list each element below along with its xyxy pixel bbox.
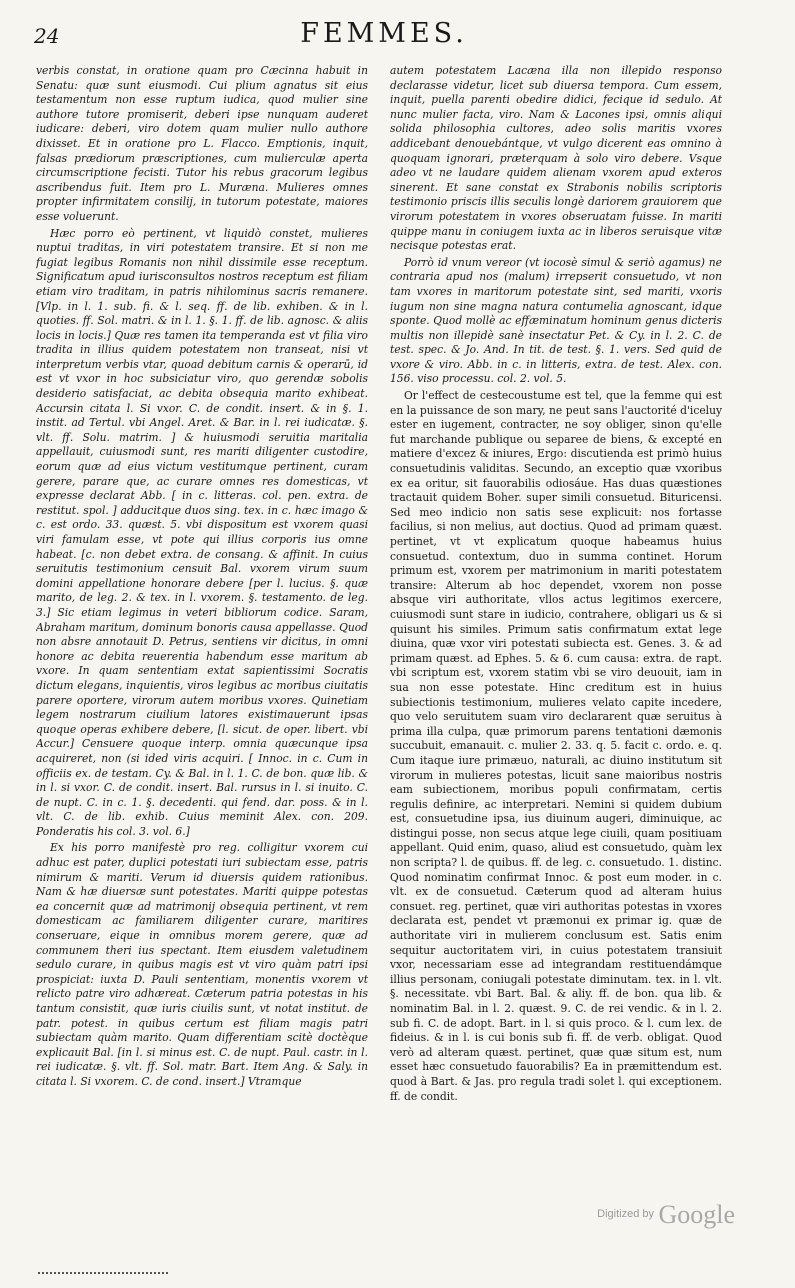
digitized-watermark [597,1200,735,1230]
right-paragraph-3: Or l'effect de cestecoustume est tel, que la femme qui est en la puissance de son mary, ne peut sans l'auctorité d'iceluy ester en iugement, contracter, ne soy obliger, sinon qu'elle fut marchande publique ou separee de biens, & excepté en matiere d'excez & iniures, Ergo: discutienda est primò huius consuetudinis validitas. Secundo, an exceptio quæ vxoribus ex ea oritur, sit fauorabilis odiosáue. Has duas quæstiones tractauit quidem Boher. super simili consuetud. Bituricensi. Sed meo indicio non satis sese explicuit: nos fortasse facilius, si non melius, aut doctius. Quod ad primam quæst. pertinet, vt vt explicatum quoque habeamus huius consuetud. contextum, duo in summa continet. Horum primum est, vxorem per matrimonium in mariti potestatem transire: Alterum ab hoc dependet, vxorem non posse absque viri authoritate, vllos actus legitimos exercere, cuiusmodi sunt stare in iudicio, contrahere, obligari us & si quisunt his similes. Primum satis confirmatum extat lege diuina, quæ vxor viri potestati subiecta est. Genes. 3. & ad primam quæst. ad Ephes. 5. & 6. cum causa: extra. de rapt. vbi scriptum est, vxorem statim vbi se viro deuouit, iam in sua non esse potestate. Hinc creditum est in huius subiectionis testimonium, mulieres velato capite incedere, quo velo seruitutem suam viro declararent quæ seruitus à prima illa culpa, quæ primorum parens tentationi dæmonis succubuit, emanauit. c. mulier 2. 33. q. 5. facit c. ordo. e. q. Cum itaque iure primæuo, naturali, ac diuino institutum sit virorum in mulieres potestas, licuit sane maioribus nostris eam subiectionem, moribus populi confirmatam, certis regulis definire, ac interpretari. Nemini si quidem dubium est, consuetudine ipsa, ius diuinum augeri, diminuique, ac distingui posse, non secus atque lege ciuili, quam positiuam appellant. Quid enim, quaso, aliud est consuetudo, quàm lex non scripta? l. de quibus. ff. de leg. c. consuetudo. 1. distinc. Quod nominatim confirmat Innoc. & post eum moder. in c. vlt. ex de consuetud. Cæterum quod ad alteram huius consuet. reg. pertinet, quæ viri authoritas potestas in vxores declarata est, pendet vt præmonui ex primar ig. quæ de authoritate viri in mulierem conclusum est. Satis enim sequitur auctoritatem viri, in cuius potestatem transiuit vxor, necessariam esse ad integrandam restituendámque illius personam, coniugali potestate diminutam. tex. in l. vlt. §. necessitate. vbi Bart. Bal. & aliy. ff. de bon. qua lib. & nominatim Bal. in l. 2. quæst. 9. C. de rei vendic. & in l. 2. sub fi. C. de adopt. Bart. in l. si quis proco. & l. cum lex. de fideius. & in l. is cui bonis sub fi. ff. de verb. obligat. Quod verò ad alteram quæst. pertinet, quæ quæ situm est, num esset hæc consuetudo fauorabilis? Ea in præmittendum est. quod à Bart. & Jas. pro regula tradi solet l. qui exceptionem. ff. de condit. [390,389,722,1103]
right-column [390,64,722,1212]
page-header [34,18,734,54]
right-paragraph-1: autem potestatem Lacæna illa non illepido responso declarasse videtur, licet sub diuersa tempora. Cum essem, inquit, puella parenti obedire didici, fecique id sedulo. At nunc mulier facta, viro. Nam & Lacones ipsi, omnis aliqui solida philosophia cultores, adeo solis maritis vxores addicebant denouebántque, vt vulgo dicerent eas omnino à quoquam ignorari, præterquam à solo viro debere. Vsque adeo vt ne laudare quidem alienam vxorem apud exteros sinerent. Et sane constat ex Strabonis nobilis scriptoris testimonio priscis illis seculis longè dariorem grauiorem que virorum potestatem in vxores obseruatam fuisse. In mariti quippe manu in coniugem iuxta ac in liberos seruisque vitæ necisque potestas erat. [390,64,722,253]
right-paragraph-2: Porrò id vnum vereor (vt iocosè simul & seriò agamus) ne contraria apud nos (malum) irrepserit consuetudo, vt non tam vxores in maritorum potestate sint, sed mariti, vxoris iugum non sine magna natura contumelia agnoscant, idque sponte. Quod mollè ac effæminatum hominum genus dicteris multis non illepidè sanè insectatur Pet. & Cy. in l. 2. C. de test. spec. & Jo. And. In tit. de test. §. 1. vers. Sed quid de vxore & viro. Abb. in c. in litteris, extra. de test. Alex. con. 156. viso processu. col. 2. vol. 5. [390,255,722,386]
left-paragraph-3: Ex his porro manifestè pro reg. colligitur vxorem cui adhuc est pater, duplici potestati iuri subiectam esse, patris nimirum & mariti. Verum id diuersis quidem rationibus. Nam & hæ diuersæ sunt potestates. Mariti quippe potestas ea concernit quæ ad matrimonij obsequia pertinent, vt rem domesticam ac familiarem diligenter curare, maritires conseruare, eique in omnibus morem gerere, quæ ad communem theri ius spectant. Item eiusdem valetudinem sedulo curare, in quibus magis est vt viro quàm patri ipsi prospiciat: iuxta D. Pauli sententiam, monentis vxorem vt relicto patre viro adhæreat. Cæterum patria potestas in his tantum consistit, quæ iuris ciuilis sunt, vt notat institut. de patr. potest. in quibus certum est filiam magis patri subiectam quàm marito. Quam differentiam scitè doctèque explicauit Bal. [in l. si minus est. C. de nupt. Paul. castr. in l. rei iudicatæ. §. vlt. ff. Sol. matr. Bart. Item Ang. & Saly. in citata l. Si vxorem. C. de cond. insert.] Vtramque [36,841,368,1088]
watermark-prefix: Digitized by [597,1208,654,1220]
page-number: 24 [34,24,60,48]
left-paragraph-2: Hæc porro eò pertinent, vt liquidò constet, mulieres nuptui traditas, in viri potestatem transire. Et si non me fugiat legibus Romanis non nihil dissimile esse receptum. Significatum apud iurisconsultos nostros receptum est filiam etiam viro traditam, in patris nihilominus sacris remanere. [Vlp. in l. 1. sub. fi. & l. seq. ff. de lib. exhiben. & in l. quoties. ff. Sol. matri. & in l. 1. §. 1. ff. de lib. agnosc. & aliis locis in locis.] Quæ res tamen ita temperanda est vt filia viro tradita in illius quidem potestatem non transeat, nisi vt interpretum verbis vtar, quoad debitum carnis & operarū, id est vt vxor in hoc subsiciatur viro, quo gerendæ sobolis desiderio satisfaciat, ac debita obsequia marito exhibeat. Accursin citata l. Si vxor. C. de condit. insert. & in §. 1. instit. ad Tertul. vbi Angel. Aret. & Bar. in l. rei iudicatæ. §. vlt. ff. Solu. matrim. ] & huiusmodi seruitia maritalia appellauit, cuiusmodi sunt, res mariti diligenter custodire, eorum quæ ad eius victum vestitumque pertinent, curam gerere, parare que, ac curare omnes res domesticas, vt expresse declarat Abb. [ in c. litteras. col. pen. extra. de restitut. spol. ] adducitque duos sing. tex. in c. hæc imago & c. est ordo. 33. quæst. 5. vbi dispositum est vxorem quasi viri famulam esse, vt pote qui illius corporis ius omne habeat. [c. non debet extra. de consang. & affinit. In cuius seruitutis testimonium censuit Bal. vxorem virum suum domini appellatione honorare debere [per l. lucius. §. quæ marito, de leg. 2. & tex. in l. vxorem. §. testamento. de leg. 3.] Sic etiam legimus in veteri bibliorum codice. Saram, Abraham maritum, dominum bonoris causa appellasse. Quod non absre annotauit D. Petrus, sentiens vir dicitus, in omni honore ac debita reuerentia habendum esse maritum ab vxore. In quam sententiam extat sapientissimi Socratis dictum elegans, inquientis, viros legibus ac moribus ciuitatis parere oportere, virorum autem moribus vxores. Quinetiam legem nostrarum ciuilium latores existimauerunt ipsas quoque operas exhibere debere, [l. sicut. de oper. libert. vbi Accur.] Censuere quoque interp. omnia quæcunque ipsa acquireret, non (si ided viris acquiri. [ Innoc. in c. Cum in officiis ex. de testam. Cy. & Bal. in l. 1. C. de bon. quæ lib. & in l. si vxor. C. de condit. insert. Bal. rursus in l. si inuito. C. de nupt. C. in c. 1. §. decedenti. qui fend. dar. poss. & in l. vlt. C. de lib. exhib. Cuius meminit Alex. con. 209. Ponderatis his col. 3. vol. 6.] [36,226,368,838]
left-paragraph-1: verbis constat, in oratione quam pro Cæcinna habuit in Senatu: quæ sunt eiusmodi. Cui plium agnatus sit eius testamentum non esse ruptum iudica, quod mulier sine authore tutore promiserit, deberi ipse nunquam auderet iudicare: deberi, viro dotem quam mulier nullo authore dixisset. Et in oratione pro L. Flacco. Emptionis, inquit, falsas prædiorum præscriptiones, cum mulierculæ aperta circumscriptione fecisti. Tutor his rebus gracorum legibus ascribendus fuit. Item pro L. Muræna. Mulieres omnes propter infirmitatem consilij, in tutorum potestate, maiores esse voluerunt. [36,64,368,223]
footer-rule [38,1272,168,1278]
running-title: FEMMES. [300,18,468,49]
left-column [36,64,368,1212]
google-logo: Google [658,1200,735,1229]
